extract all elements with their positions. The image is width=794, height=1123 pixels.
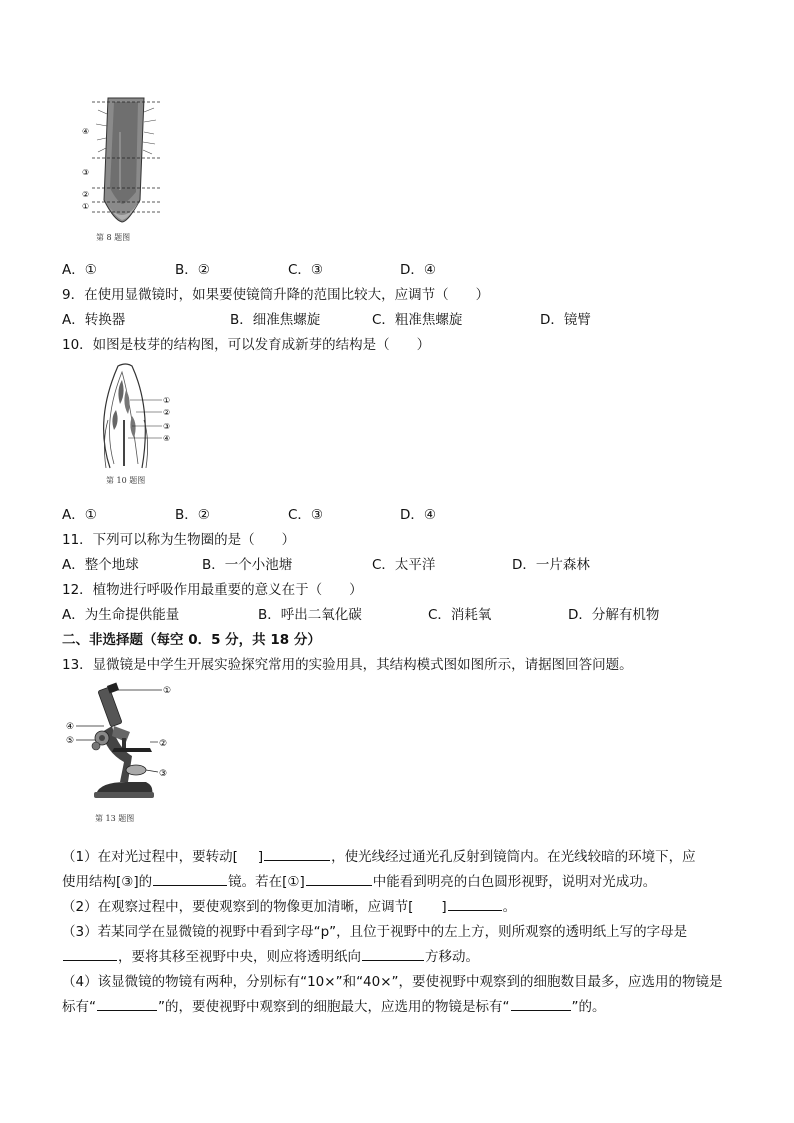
q13-blank-3a[interactable] bbox=[63, 948, 117, 961]
q13-part4-line2: 标有“ ”的，要使视野中观察到的细胞最大，应选用的物镜是标有“ ”的。 bbox=[62, 999, 606, 1015]
fig13-label-4: ④ bbox=[66, 722, 75, 732]
q12-option-d[interactable]: D．分解有机物 bbox=[568, 607, 660, 623]
q11-option-a[interactable]: A．整个地球 bbox=[62, 557, 139, 573]
q13-blank-4b[interactable] bbox=[511, 998, 571, 1011]
fig8-label-2: ② bbox=[82, 190, 90, 199]
q8-option-c[interactable]: C．③ bbox=[288, 262, 324, 278]
fig8-label-3: ③ bbox=[82, 168, 90, 177]
q10-option-c[interactable]: C．③ bbox=[288, 507, 324, 523]
fig13-label-3: ③ bbox=[159, 769, 168, 779]
root-tip-diagram bbox=[80, 92, 162, 227]
q10-option-d[interactable]: D．④ bbox=[400, 507, 436, 523]
q11-stem: 11．下列可以称为生物圈的是（ ） bbox=[62, 532, 296, 548]
fig8-label-4: ④ bbox=[82, 127, 90, 136]
q8-option-d[interactable]: D．④ bbox=[400, 262, 436, 278]
q13-part4-line1: （4）该显微镜的物镜有两种，分别标有“10×”和“40×”，要使视野中观察到的细胞数目最多，应选用的物镜是 bbox=[62, 974, 723, 990]
q13-part1-line2: 使用结构[③]的 镜。若在[①] 中能看到明亮的白色圆形视野，说明对光成功。 bbox=[62, 874, 657, 890]
q13-part3-line2: ，要将其移至视野中央，则应将透明纸向 方移动。 bbox=[62, 945, 479, 965]
fig10-label-3: ③ bbox=[163, 422, 171, 431]
fig13-label-5: ⑤ bbox=[66, 736, 75, 746]
q9-option-a[interactable]: A．转换器 bbox=[62, 312, 126, 328]
q12-option-a[interactable]: A．为生命提供能量 bbox=[62, 607, 180, 623]
fig10-label-1: ① bbox=[163, 396, 171, 405]
q11-option-b[interactable]: B．一个小池塘 bbox=[202, 557, 293, 573]
q12-option-b[interactable]: B．呼出二氧化碳 bbox=[258, 607, 362, 623]
q12-stem: 12．植物进行呼吸作用最重要的意义在于（ ） bbox=[62, 582, 363, 598]
q9-option-c[interactable]: C．粗准焦螺旋 bbox=[372, 312, 463, 328]
q13-blank-1b[interactable] bbox=[264, 848, 330, 861]
q13-stem: 13．显微镜是中学生开展实验探究常用的实验用具，其结构模式图如图所示，请据图回答问题。 bbox=[62, 657, 633, 673]
q13-part3-line1: （3）若某同学在显微镜的视野中看到字母“p”，且位于视野中的左上方，则所观察的透明纸上写的字母是 bbox=[62, 924, 688, 940]
figure-13-microscope bbox=[66, 682, 176, 804]
fig13-label-1: ① bbox=[163, 686, 172, 696]
q13-blank-3b[interactable] bbox=[362, 948, 424, 961]
q9-stem: 9．在使用显微镜时，如果要使镜筒升降的范围比较大，应调节（ ） bbox=[62, 287, 490, 303]
q10-option-a[interactable]: A．① bbox=[62, 507, 97, 523]
q13-blank-4a[interactable] bbox=[97, 998, 157, 1011]
q13-part2: （2）在观察过程中，要使观察到的物像更加清晰，应调节[ ] 。 bbox=[62, 899, 517, 915]
figure-8-root-tip bbox=[80, 92, 162, 227]
q9-option-d[interactable]: D．镜臂 bbox=[540, 312, 591, 328]
fig10-label-4: ④ bbox=[163, 434, 171, 443]
q13-blank-1c[interactable] bbox=[153, 873, 227, 886]
figure-10-branch-bud bbox=[80, 360, 180, 470]
q13-part1-line1: （1）在对光过程中，要转动[ ] ，使光线经过通光孔反射到镜筒内。在光线较暗的环境下，应 bbox=[62, 849, 696, 865]
q11-option-d[interactable]: D．一片森林 bbox=[512, 557, 590, 573]
fig8-caption: 第 8 题图 bbox=[96, 233, 131, 242]
microscope-diagram bbox=[66, 682, 176, 804]
q10-stem: 10．如图是枝芽的结构图，可以发育成新芽的结构是（ ） bbox=[62, 337, 431, 353]
branch-bud-diagram bbox=[80, 360, 180, 470]
q13-blank-1d[interactable] bbox=[306, 873, 372, 886]
q13-blank-2a[interactable] bbox=[414, 899, 440, 911]
fig10-caption: 第 10 题图 bbox=[106, 476, 146, 485]
q9-option-b[interactable]: B．细准焦螺旋 bbox=[230, 312, 321, 328]
q8-option-a[interactable]: A．① bbox=[62, 262, 97, 278]
q12-option-c[interactable]: C．消耗氧 bbox=[428, 607, 492, 623]
fig13-caption: 第 13 题图 bbox=[95, 814, 135, 823]
fig8-label-1: ① bbox=[82, 202, 90, 211]
fig13-label-2: ② bbox=[159, 739, 168, 749]
q11-option-c[interactable]: C．太平洋 bbox=[372, 557, 436, 573]
q10-option-b[interactable]: B．② bbox=[175, 507, 210, 523]
q13-blank-2b[interactable] bbox=[448, 898, 502, 911]
section-2-heading: 二、非选择题（每空 0．5 分，共 18 分） bbox=[62, 632, 321, 648]
q13-blank-1a[interactable] bbox=[239, 849, 257, 861]
q8-option-b[interactable]: B．② bbox=[175, 262, 210, 278]
fig10-label-2: ② bbox=[163, 408, 171, 417]
